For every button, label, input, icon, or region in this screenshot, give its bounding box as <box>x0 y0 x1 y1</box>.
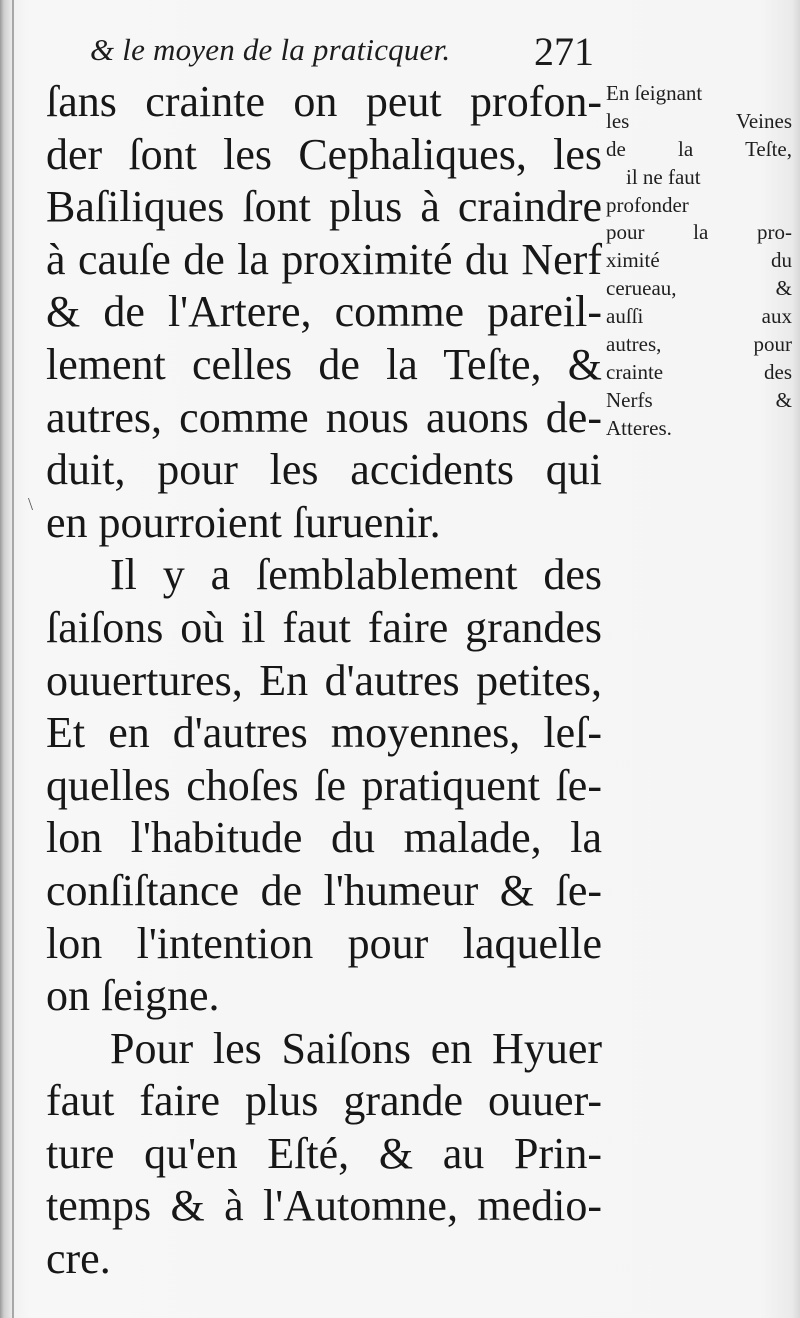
note-line: de la Teſte, <box>606 136 792 161</box>
note-line: auſſi aux <box>606 304 792 329</box>
note-line: crainte des <box>606 359 792 384</box>
text-line: lon l'intention pour laquelle <box>46 918 602 968</box>
note-line: Atteres. <box>606 415 672 440</box>
text-line: à cauſe de la proximité du Nerf <box>46 234 602 284</box>
text-line: ture qu'en Eſté, & au Prin- <box>46 1128 602 1178</box>
page-number: 271 <box>534 29 594 74</box>
text-line: lement celles de la Teſte, & <box>46 339 602 389</box>
binding-gutter <box>12 0 14 1318</box>
page-header <box>90 28 610 74</box>
note-line: profonder <box>606 192 689 217</box>
text-line: duit, pour les accidents qui <box>46 445 602 495</box>
text-line: en pourroient ſuruenir. <box>46 497 441 547</box>
text-line: ouuertures, En d'autres petites, <box>46 655 602 705</box>
note-line: autres, pour <box>606 332 792 357</box>
text-line: cre. <box>46 1234 111 1284</box>
running-title: & le moyen de la praticquer. <box>90 32 451 67</box>
note-line: Nerfs & <box>606 387 792 412</box>
note-line: pour la pro- <box>606 220 792 245</box>
text-line: temps & à l'Automne, medio- <box>46 1181 602 1231</box>
text-line: der ſont les Cephaliques, les <box>46 129 602 179</box>
note-line: En ſeignant <box>606 81 703 105</box>
note-line: il ne faut <box>626 164 701 189</box>
text-line: conſiſtance de l'humeur & ſe- <box>46 865 602 915</box>
paragraph-start-line: Il y a ſemblablement des <box>110 550 602 600</box>
text-line: lon l'habitude du malade, la <box>46 813 602 863</box>
note-line: cerueau, & <box>606 276 792 301</box>
text-line: autres, comme nous auons de- <box>46 392 602 442</box>
text-line: & de l'Artere, comme pareil- <box>46 287 602 337</box>
text-line: Baſiliques ſont plus à craindre <box>46 182 602 232</box>
paragraph-start-line: Pour les Saiſons en Hyuer <box>110 1023 602 1073</box>
note-line: ximité du <box>606 248 792 273</box>
text-line: ſaiſons où il faut faire grandes <box>46 602 602 652</box>
text-line: quelles choſes ſe pratiquent ſe- <box>46 760 602 810</box>
stray-ink-mark: \ <box>28 494 34 514</box>
text-line: Et en d'autres moyennes, leſ- <box>46 708 602 758</box>
text-line: faut faire plus grande ouuer- <box>46 1076 602 1126</box>
text-line: ſans crainte on peut profon- <box>46 77 602 126</box>
note-line: les Veines <box>606 108 792 133</box>
marginal-note <box>606 80 792 443</box>
text-line: on ſeigne. <box>46 971 220 1021</box>
main-text-column <box>46 76 602 1286</box>
